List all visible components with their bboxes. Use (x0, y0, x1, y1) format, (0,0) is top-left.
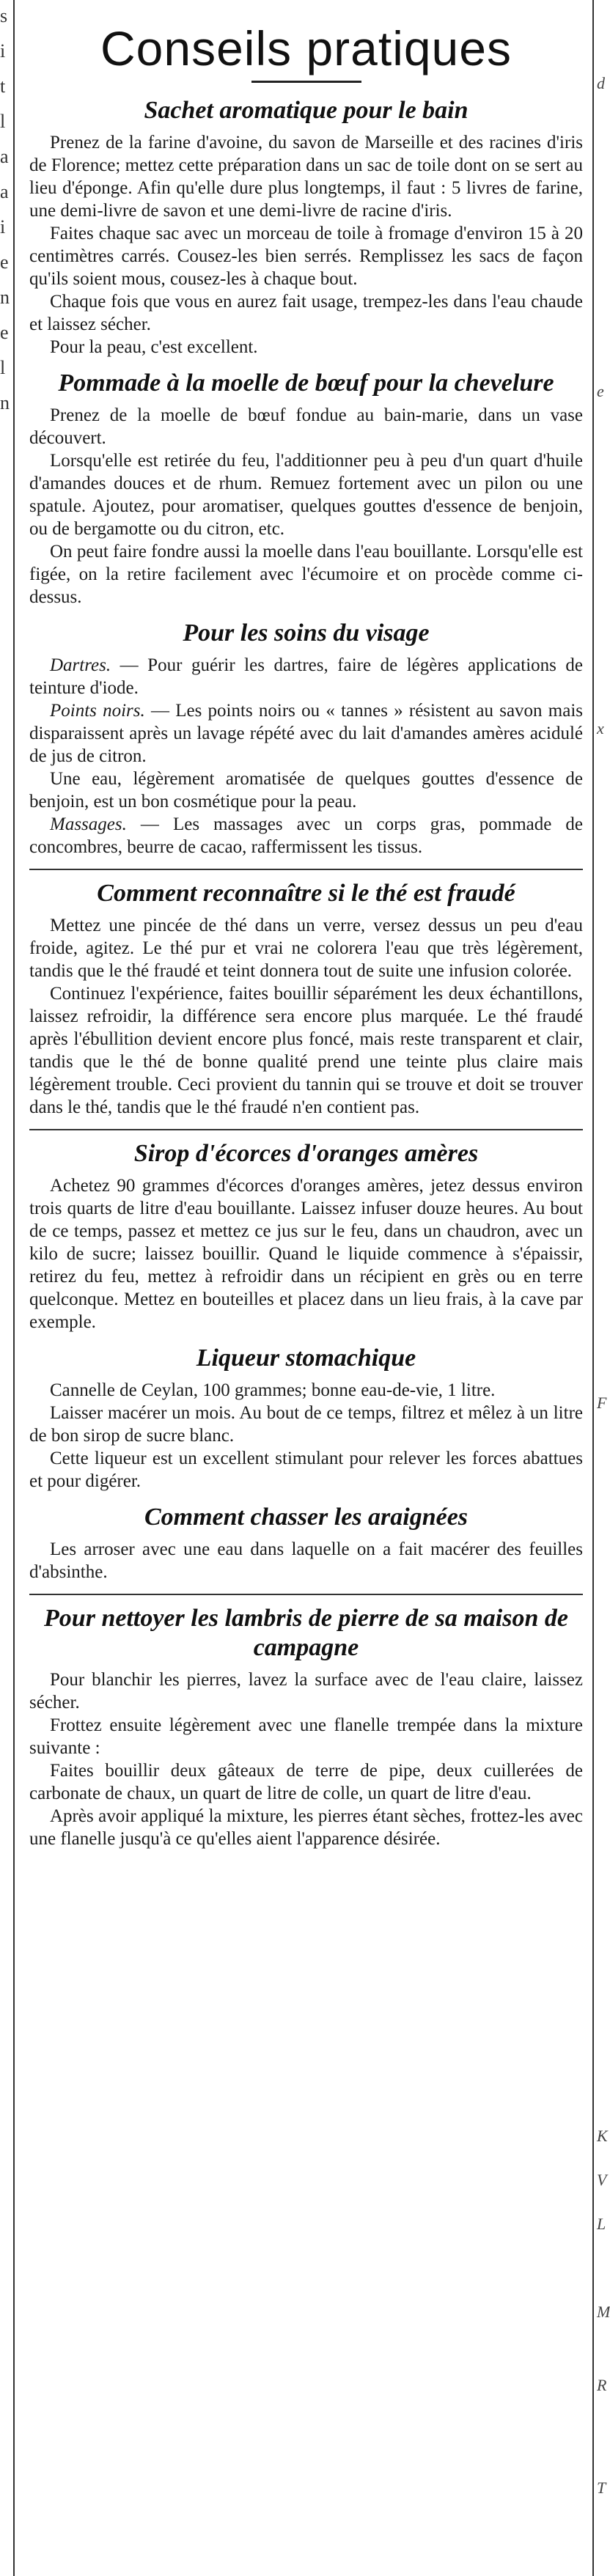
paragraph: Faites chaque sac avec un morceau de toile à fromage d'environ 15 à 20 centimètres carrés. Cousez-les bien serrés. Remplissez les sacs de façon qu'ils soient mous, cousez-les à chaque bout. (29, 224, 583, 289)
right-column-rule (592, 0, 594, 2576)
paragraph: Après avoir appliqué la mixture, les pierres étant sèches, frottez-les avec une flanelle jusqu'à ce qu'elles aient l'apparence désirée. (29, 1806, 583, 1849)
section-divider (29, 869, 583, 870)
section-the-fraude (29, 879, 583, 1119)
paragraph (29, 768, 583, 813)
margin-letter: n (0, 392, 10, 413)
section-divider (29, 1129, 583, 1130)
margin-letter: i (0, 40, 6, 62)
section-heading: Pour les soins du visage (183, 619, 430, 647)
margin-letter: T (597, 2479, 606, 2497)
paragraph (29, 654, 583, 699)
paragraph: Achetez 90 grammes d'écorces d'oranges amères, jetez dessus environ trois quarts de litre d'eau bouillante. Laissez infuser douze heures. Au bout de ce temps, passez et mettez ce jus sur le feu, dans un chaudron, avec un kilo de sucre; laissez bouillir. Quand le liquide commence à s'épaissir, retirez du feu, mettez à refroidir dans un récipient en grès ou en terre quelconque. Mettez en bouteilles et placez dans un lieu frais, à la cave par exemple. (29, 1176, 583, 1332)
section-heading: Comment chasser les araignées (144, 1504, 468, 1531)
paragraph: Frottez ensuite légèrement avec une flanelle trempée dans la mixture suivante : (29, 1715, 583, 1758)
section-araignees (29, 1503, 583, 1583)
margin-letter: a (0, 181, 9, 202)
margin-letter: t (0, 76, 6, 97)
section-heading: Liqueur stomachique (196, 1344, 416, 1372)
margin-letter: e (0, 251, 9, 273)
paragraph: Lorsqu'elle est retirée du feu, l'additionner peu à peu d'un quart d'huile d'amandes douces et de rhum. Remuez fortement avec un pilon ou une spatule. Ajoutez, pour aromatiser, quelques gouttes d'essence de benjoin, ou de bergamotte ou du citron, etc. (29, 451, 583, 539)
section-heading: Sachet aromatique pour le bain (144, 97, 468, 124)
paragraph: Mettez une pincée de thé dans un verre, versez dessus un peu d'eau froide, agitez. Le thé pur et vrai ne colorera l'eau que très légèrement, tandis que le thé fraudé et teint donnera tout de suite une infusion colorée. (29, 916, 583, 981)
title-rule (251, 81, 361, 83)
margin-letter: K (597, 2127, 608, 2145)
section-heading: Sirop d'écorces d'oranges amères (133, 1140, 479, 1167)
section-sirop-oranges (29, 1139, 583, 1333)
margin-letter: l (0, 111, 6, 132)
paragraph-text: — Les points noirs ou « tannes » résistent au savon mais disparaissent après un lavage répété avec du lait d'amandes amères acidulé de jus de citron. (29, 701, 583, 766)
margin-letter: F (597, 1394, 607, 1412)
page-title: Conseils pratiques (100, 21, 512, 76)
margin-letter: e (597, 382, 604, 400)
paragraph-text: Une eau, légèrement aromatisée de quelques gouttes d'essence de benjoin, est un bon cosmétique pour la peau. (29, 769, 583, 812)
left-margin-fragments (0, 0, 12, 422)
article-column (29, 21, 583, 1861)
margin-letter: L (597, 2215, 606, 2233)
section-divider (29, 1594, 583, 1595)
margin-letter: M (597, 2303, 610, 2321)
section-heading: Comment reconnaître si le thé est fraudé (97, 880, 515, 907)
paragraph: Continuez l'expérience, faites bouillir séparément les deux échantillons, laissez refroidir, la différence sera encore plus marquée. Le thé fraudé après l'ébullition devient encore plus foncé, mais reste transparent et clair, tandis que le thé de bonne qualité prend une teinte plus claire mais légèrement trouble. Ceci provient du tannin qui se trouve et doit se trouver dans le thé, tandis que le thé fraudé n'en contient pas. (29, 984, 583, 1117)
margin-letter: V (597, 2171, 607, 2189)
paragraph: Prenez de la moelle de bœuf fondue au bain-marie, dans un vase découvert. (29, 405, 583, 448)
paragraph: Cette liqueur est un excellent stimulant pour relever les forces abattues et pour digérer. (29, 1449, 583, 1491)
paragraph: Pour la peau, c'est excellent. (50, 337, 258, 357)
paragraph: Faites bouillir deux gâteaux de terre de pipe, deux cuillerées de carbonate de chaux, un quart de litre de colle, un quart de litre d'eau. (29, 1761, 583, 1803)
paragraph-lead: Dartres. (50, 655, 111, 675)
margin-letter: n (0, 287, 10, 308)
paragraph: Les arroser avec une eau dans laquelle on a fait macérer des feuilles d'absinthe. (29, 1539, 583, 1582)
margin-letter: R (597, 2376, 607, 2394)
paragraph (29, 699, 583, 768)
margin-letter: d (597, 74, 605, 92)
margin-letter: a (0, 146, 9, 167)
margin-letter: e (0, 322, 9, 343)
margin-letter: l (0, 357, 6, 378)
paragraph: Cannelle de Ceylan, 100 grammes; bonne eau-de-vie, 1 litre. (50, 1380, 496, 1400)
section-liqueur-stomachique (29, 1344, 583, 1493)
paragraph: Laisser macérer un mois. Au bout de ce temps, filtrez et mêlez à un litre de bon sirop de sucre blanc. (29, 1403, 583, 1446)
margin-letter: s (0, 5, 8, 26)
paragraph-lead: Massages. (50, 814, 127, 834)
section-heading: Pommade à la moelle de bœuf pour la chevelure (58, 369, 554, 397)
margin-letter: x (597, 719, 604, 737)
paragraph: Pour blanchir les pierres, lavez la surface avec de l'eau claire, laissez sécher. (29, 1670, 583, 1712)
paragraph: On peut faire fondre aussi la moelle dans l'eau bouillante. Lorsqu'elle est figée, on la retire facilement avec l'écumoire et on procède comme ci-dessus. (29, 542, 583, 607)
paragraph-text: — Les massages avec un corps gras, pommade de concombres, beurre de cacao, raffermissent les tissus. (29, 814, 583, 857)
section-heading: Pour nettoyer les lambris de pierre de sa maison de campagne (44, 1605, 568, 1661)
paragraph: Chaque fois que vous en aurez fait usage, trempez-les dans l'eau chaude et laissez sécher. (29, 292, 583, 334)
left-column-rule (13, 0, 15, 2576)
paragraph-lead: Points noirs. (50, 701, 145, 721)
section-sachet-aromatique (29, 96, 583, 358)
section-lambris-pierre (29, 1604, 583, 1850)
margin-letter: i (0, 216, 6, 238)
section-pommade-moelle (29, 369, 583, 608)
paragraph (29, 813, 583, 858)
paragraph: Prenez de la farine d'avoine, du savon de Marseille et des racines d'iris de Florence; mettez cette préparation dans un sac de toile dont on se sert au lieu d'éponge. Afin qu'elle dure plus longtemps, il faut : 5 livres de farine, une demi-livre de savon et une demi-livre de racine d'iris. (29, 133, 583, 221)
paragraph-text: — Pour guérir les dartres, faire de légères applications de teinture d'iode. (29, 655, 583, 698)
section-soins-visage (29, 619, 583, 858)
